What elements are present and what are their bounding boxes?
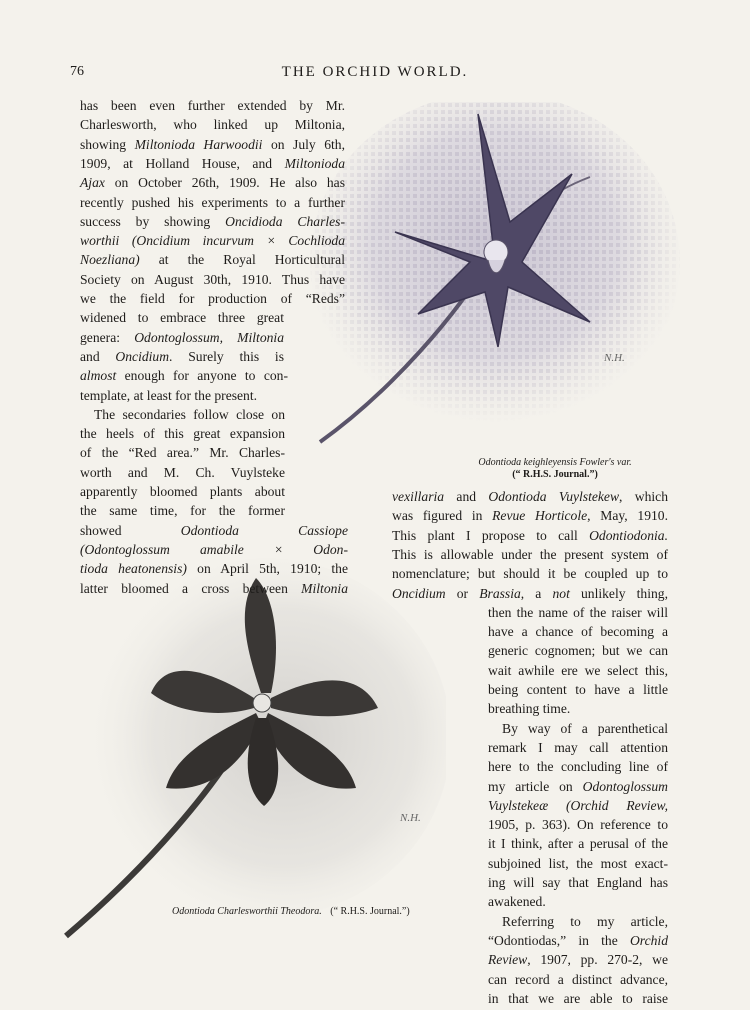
text-run: on October 26th, 1909. He also has <box>104 175 345 191</box>
text-run: , May, 1910. <box>587 508 668 524</box>
right-column-line <box>502 719 668 738</box>
caption-title: Odontioda keighleyensis Fowler's var. <box>478 457 632 468</box>
right-column-line <box>488 680 668 699</box>
right-column-line <box>488 815 668 834</box>
italic-text: Miltonia <box>301 580 348 596</box>
right-column-line <box>488 757 668 776</box>
left-column-line <box>80 250 345 269</box>
text-run: and <box>444 489 489 504</box>
text-run: subjoined list, the most exact- <box>488 855 668 871</box>
italic-text: Odontioda Cassiope <box>180 522 348 538</box>
italic-text: Review <box>488 952 528 968</box>
right-column-line <box>502 912 668 931</box>
italic-text: Noezliana) <box>80 252 140 268</box>
right-column-line <box>392 506 668 525</box>
italic-text: not <box>552 585 570 601</box>
text-run: showing <box>80 136 135 152</box>
left-column-line <box>80 540 348 559</box>
text-run: Charlesworth, who linked up Miltonia, <box>80 117 345 133</box>
italic-text: Odontiodonia. <box>589 527 668 543</box>
illustration-initials-bottom: N.H. <box>400 812 421 824</box>
text-run: wait awhile ere we select this, <box>488 662 668 678</box>
italic-text: worthii (Oncidium incurvum × Cochlioda <box>80 233 345 249</box>
figure-caption-top <box>440 457 670 481</box>
left-column-line <box>94 405 285 424</box>
text-run: , 1907, pp. 270-2, we <box>527 952 668 968</box>
left-column-line <box>80 289 345 308</box>
text-run: have a chance of becoming a <box>488 624 668 640</box>
italic-text: Oncidioda Charles- <box>225 213 345 229</box>
left-column-line <box>80 308 284 327</box>
left-column-line <box>80 96 345 115</box>
left-column-line <box>80 482 285 501</box>
right-column-line <box>488 931 668 950</box>
right-column-line <box>392 526 668 545</box>
italic-text: Vuylstekeæ (Orchid Review, <box>488 797 668 813</box>
left-column-line <box>80 521 348 540</box>
left-column-line <box>80 212 345 231</box>
text-run: showed <box>80 522 181 538</box>
text-run: widened to embrace three great <box>80 310 284 326</box>
italic-text: vexillaria <box>392 489 445 504</box>
text-run: awakened. <box>488 894 546 910</box>
text-run: it I think, after a perusal of the <box>488 836 668 852</box>
text-run: on July 6th, <box>262 136 345 152</box>
text-run: worth and M. Ch. Vuylsteke <box>80 464 285 480</box>
right-column-line <box>488 796 668 815</box>
left-column-line <box>80 115 345 134</box>
italic-text: tioda heatonensis) <box>80 561 187 577</box>
text-run: , a <box>520 585 553 601</box>
left-column-line <box>80 443 285 462</box>
text-run: unlikely thing, <box>569 585 668 601</box>
text-run: enough for anyone to con- <box>116 368 288 384</box>
text-run: ing will say that England has <box>488 875 668 890</box>
text-run: This plant I propose to call <box>392 527 590 543</box>
text-run: recently pushed his experiments to a further <box>80 194 345 210</box>
right-column-line <box>488 699 668 718</box>
text-run: the heels of this great expansion <box>80 426 285 442</box>
text-run: we the field for production of “Reds” <box>80 291 345 306</box>
left-column-line <box>80 173 345 192</box>
text-run: , which <box>619 489 668 504</box>
text-run: template, at least for the present. <box>80 387 258 403</box>
right-column-line <box>488 892 668 911</box>
text-run: By way of a parenthetical <box>502 720 668 736</box>
figure-caption-bottom <box>172 906 410 917</box>
text-run: here to the concluding line of <box>488 759 668 775</box>
text-run: remark I may call attention <box>488 739 668 755</box>
left-column-line <box>80 347 284 366</box>
text-run: or <box>445 585 480 601</box>
orchid-illustration-top <box>300 102 680 462</box>
left-column-line <box>80 559 348 578</box>
text-run: . Surely this is <box>169 348 284 364</box>
right-column-line <box>488 834 668 853</box>
text-run: “Odontiodas,” in the <box>488 932 630 948</box>
italic-text: Odontoglossum, Miltonia <box>134 329 284 345</box>
italic-text: almost <box>80 368 117 384</box>
italic-text: Orchid <box>629 932 668 948</box>
orchid-illustration-bottom <box>56 548 446 943</box>
italic-text: (Odontoglossum amabile × Odon- <box>80 541 348 557</box>
text-run: nomenclature; but should it be coupled up to <box>392 566 668 582</box>
caption-source: (“ R.H.S. Journal.”) <box>512 469 598 480</box>
right-column-line <box>488 603 668 622</box>
italic-text: Miltonioda Harwoodii <box>134 136 263 152</box>
text-run: of the “Red area.” Mr. Charles- <box>80 445 285 461</box>
right-column-line <box>488 777 668 796</box>
italic-text: Revue Horticole <box>492 508 588 524</box>
text-run: apparently bloomed plants about <box>80 484 285 499</box>
right-column-line <box>488 989 668 1008</box>
text-run: my article on <box>488 778 583 794</box>
text-run: This is allowable under the present system of <box>392 546 668 562</box>
left-column-line <box>80 463 285 482</box>
right-column-line <box>488 641 668 660</box>
left-column-line <box>80 270 345 289</box>
right-column-line <box>392 487 668 506</box>
right-column-line <box>392 564 668 583</box>
text-run: then the name of the raiser will <box>488 604 668 620</box>
text-run: at the Royal Horticultural <box>139 252 345 268</box>
right-column-line <box>488 661 668 680</box>
right-column-line <box>488 738 668 757</box>
text-run: has been even further extended by Mr. <box>80 98 345 113</box>
left-column-line <box>80 579 348 598</box>
text-run: 1905, p. 363). On reference to <box>488 817 668 833</box>
right-column-line <box>488 873 668 892</box>
left-column-line <box>80 135 345 154</box>
text-run: Referring to my article, <box>502 913 668 929</box>
italic-text: Miltonioda <box>284 155 345 171</box>
italic-text: Oncidium <box>392 585 446 601</box>
text-run: latter bloomed a cross between <box>80 580 302 596</box>
left-column-line <box>80 424 285 443</box>
text-run: generic cognomen; but we can <box>488 643 668 659</box>
illustration-initials-top: N.H. <box>604 352 625 364</box>
left-column-line <box>80 231 345 250</box>
right-column-line <box>488 622 668 641</box>
italic-text: Odontioda Vuylstekew <box>488 489 620 504</box>
right-column-line <box>392 545 668 564</box>
text-run: on April 5th, 1910; the <box>186 561 348 577</box>
caption-source: (“ R.H.S. Journal.”) <box>330 906 410 917</box>
left-column-line <box>80 193 345 212</box>
running-head: THE ORCHID WORLD. <box>281 64 469 80</box>
text-run: and <box>80 348 116 364</box>
italic-text: Brassia <box>479 585 521 601</box>
caption-name: Odontioda Charlesworthii Theodora. <box>172 906 322 917</box>
left-column-line <box>80 386 288 405</box>
text-run: genera: <box>80 329 135 345</box>
left-column-line <box>80 501 285 520</box>
text-run: The secondaries follow close on <box>94 406 285 422</box>
text-run: 1909, at Holland House, and <box>80 155 285 171</box>
text-run: success by showing <box>80 213 226 229</box>
italic-text: Oncidium <box>115 348 170 364</box>
left-column-line <box>80 366 288 385</box>
right-column-line <box>488 970 668 989</box>
text-run: can record a distinct advance, <box>488 971 668 987</box>
text-run: Society on August 30th, 1910. Thus have <box>80 271 345 287</box>
italic-text: Ajax <box>80 175 105 191</box>
left-column-line <box>80 154 345 173</box>
italic-text: Odontoglossum <box>582 778 668 794</box>
right-column-line <box>488 950 668 969</box>
right-column-line <box>488 854 668 873</box>
right-column-line <box>392 584 668 603</box>
text-run: the same time, for the former <box>80 503 285 519</box>
left-column-line <box>80 328 284 347</box>
text-run: being content to have a little <box>488 682 668 697</box>
text-run: in that we are able to raise <box>488 990 668 1006</box>
text-run: breathing time. <box>488 701 571 717</box>
page-number: 76 <box>70 64 84 79</box>
text-run: was figured in <box>392 508 493 524</box>
